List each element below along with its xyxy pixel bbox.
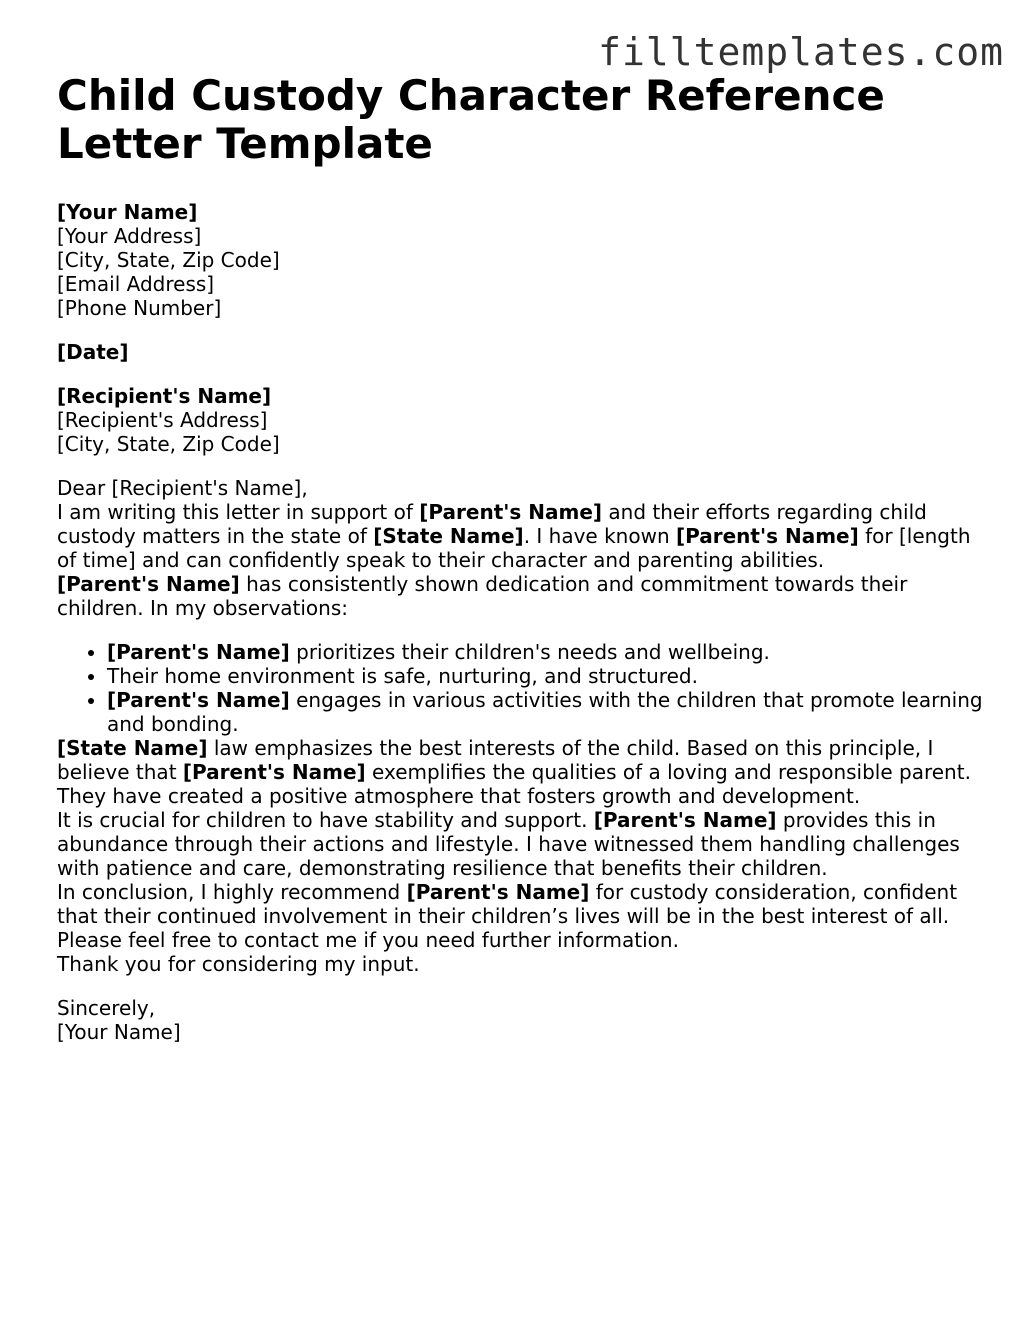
sender-phone: [Phone Number] xyxy=(57,296,222,320)
page-title: Child Custody Character Reference Letter Template xyxy=(57,71,885,168)
paragraph-5: In conclusion, I highly recommend [Parent's Name] for custody consideration, confident that their continued involvement in their children’s lives will be in the best interest of all. Please feel free to contact me if you need further information. xyxy=(57,880,958,952)
recipient-name: [Recipient's Name] xyxy=(57,384,272,408)
sender-name: [Your Name] xyxy=(57,200,198,224)
thanks-line: Thank you for considering my input. xyxy=(57,952,420,976)
salutation: Dear [Recipient's Name], xyxy=(57,476,308,500)
closing: Sincerely, xyxy=(57,996,156,1020)
sender-block xyxy=(57,200,987,320)
list-item: • [Parent's Name] prioritizes their children's needs and wellbeing. xyxy=(107,640,987,664)
recipient-city: [City, State, Zip Code] xyxy=(57,432,280,456)
recipient-address: [Recipient's Address] xyxy=(57,408,268,432)
paragraph-2: [Parent's Name] has consistently shown dedication and commitment towards their children. In my observations: xyxy=(57,572,908,620)
signature-name: [Your Name] xyxy=(57,1020,181,1044)
sender-email: [Email Address] xyxy=(57,272,215,296)
sender-address: [Your Address] xyxy=(57,224,202,248)
recipient-block xyxy=(57,384,987,456)
watermark: filltemplates.com xyxy=(598,30,1004,74)
list-item: • [Parent's Name] engages in various activities with the children that promote learning and bonding. xyxy=(107,688,987,736)
paragraph-3: [State Name] law emphasizes the best interests of the child. Based on this principle, I believe that [Parent's Name] exemplifies the qualities of a loving and responsible parent. They have created a positive atmosphere that fosters growth and development. xyxy=(57,736,971,808)
sender-city: [City, State, Zip Code] xyxy=(57,248,280,272)
list-item: • Their home environment is safe, nurturing, and structured. xyxy=(107,664,987,688)
letter-date: [Date] xyxy=(57,340,129,364)
paragraph-1: I am writing this letter in support of [Parent's Name] and their efforts regarding child custody matters in the state of [State Name]. I have known [Parent's Name] for [length of time] and can confidently speak to their character and parenting abilities. xyxy=(57,500,971,572)
observation-list xyxy=(57,640,987,736)
closing-block xyxy=(57,996,987,1044)
letter-page xyxy=(57,72,987,1044)
paragraph-4: It is crucial for children to have stability and support. [Parent's Name] provides this in abundance through their actions and lifestyle. I have witnessed them handling challenges with patience and care, demonstrating resilience that benefits their children. xyxy=(57,808,960,880)
